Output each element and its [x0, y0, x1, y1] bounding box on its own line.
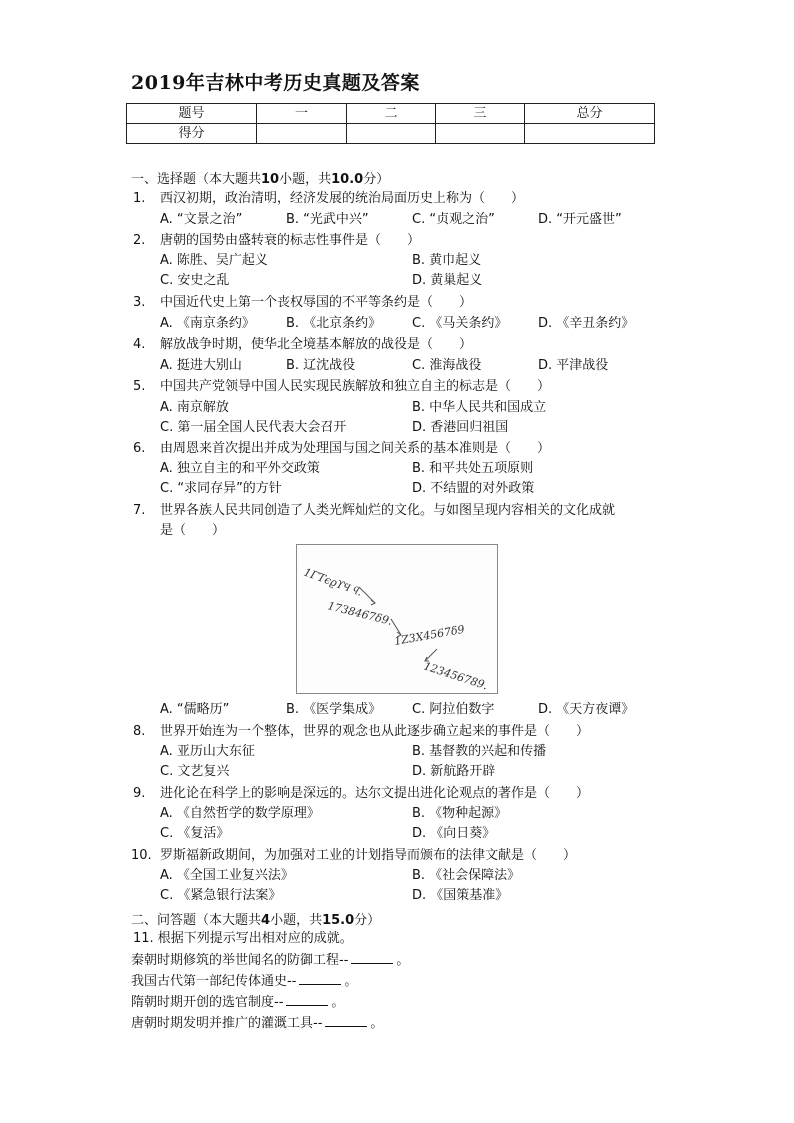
option: A. “儒略历”: [160, 702, 230, 717]
option: B. 和平共处五项原则: [412, 461, 534, 476]
score-table: [126, 103, 655, 144]
option: A. “文景之治”: [160, 212, 243, 227]
section1-mid: 小题，共: [279, 172, 332, 187]
score-table-score-row: [127, 124, 655, 144]
question-text: 中国近代史上第一个丧权辱国的不平等条约是（ ）: [160, 295, 473, 310]
option: B. 基督教的兴起和传播: [412, 744, 547, 759]
section1-suffix: 分）: [363, 172, 390, 187]
question-number: 1.: [133, 191, 146, 206]
option: D. 平津战役: [538, 358, 609, 373]
question-number: 3.: [133, 295, 146, 310]
option: C. 《复活》: [160, 826, 230, 841]
option: D. 黄巢起义: [412, 273, 483, 288]
question-number: 6.: [133, 441, 146, 456]
option: C. “贞观之治”: [412, 212, 495, 227]
fill-in-line: [131, 952, 409, 969]
option: D. 《向日葵》: [412, 826, 496, 841]
fill-in-prompt: 秦朝时期修筑的举世闻名的防御工程--: [131, 953, 349, 968]
question-text-continued: 是（ ）: [160, 523, 226, 538]
question-text: 世界开始连为一个整体，世界的观念也从此逐步确立起来的事件是（ ）: [160, 724, 590, 739]
question-number: 8.: [133, 724, 146, 739]
option: B. “光武中兴”: [286, 212, 369, 227]
score-header-cell: 总分: [525, 104, 655, 124]
option: C. 文艺复兴: [160, 764, 230, 779]
score-cell: [525, 124, 655, 144]
option: B. 黄巾起义: [412, 253, 482, 268]
arrow-3: [425, 649, 437, 661]
option: B. 《北京条约》: [286, 316, 382, 331]
question-text: 中国共产党领导中国人民实现民族解放和独立自主的标志是（ ）: [160, 379, 551, 394]
fill-in-line: [131, 973, 357, 990]
option: C. “求同存异”的方针: [160, 481, 282, 496]
fill-in-end: 。: [331, 995, 345, 1010]
option: D. 新航路开辟: [412, 764, 496, 779]
arrow-2: [391, 619, 401, 635]
fill-in-prompt: 唐朝时期发明并推广的灌溉工具--: [131, 1016, 323, 1031]
numeral-row-4: 123456789.: [422, 659, 490, 693]
option: D. 《天方夜谭》: [538, 702, 635, 717]
score-header-cell: 一: [257, 104, 347, 124]
section2-points: 15.0: [322, 913, 355, 928]
question-11-stem: 11. 根据下列提示写出相对应的成就。: [133, 931, 353, 946]
fill-in-end: 。: [396, 953, 410, 968]
question-text: 解放战争时期，使华北全境基本解放的战役是（ ）: [160, 337, 473, 352]
option: D. 《国策基准》: [412, 888, 509, 903]
score-header-cell: 题号: [127, 104, 257, 124]
fill-in-prompt: 我国古代第一部纪传体通史--: [131, 974, 297, 989]
question-text: 西汉初期，政治清明，经济发展的统治局面历史上称为（ ）: [160, 191, 525, 206]
option: C. 淮海战役: [412, 358, 482, 373]
option: C. 阿拉伯数字: [412, 702, 495, 717]
numeral-row-2: 1738467δ9.: [326, 599, 394, 628]
score-row-label: 得分: [127, 124, 257, 144]
fill-in-end: 。: [370, 1016, 384, 1031]
option: B. 中华人民共和国成立: [412, 400, 547, 415]
option: C. 《紧急银行法案》: [160, 888, 282, 903]
option: A. 亚历山大东征: [160, 744, 255, 759]
option: C. 第一届全国人民代表大会召开: [160, 420, 347, 435]
numerals-evolution-image: [296, 544, 498, 694]
question-number: 9.: [133, 786, 146, 801]
question-number: 2.: [133, 233, 146, 248]
section2-suffix: 分）: [354, 913, 381, 928]
section2-count: 4: [261, 913, 271, 928]
answer-blank[interactable]: [299, 973, 341, 985]
score-cell: [436, 124, 525, 144]
question-text: 由周恩来首次提出并成为处理国与国之间关系的基本准则是（ ）: [160, 441, 551, 456]
option: A. 独立自主的和平外交政策: [160, 461, 320, 476]
question-text: 唐朝的国势由盛转衰的标志性事件是（ ）: [160, 233, 421, 248]
option: D. 香港回归祖国: [412, 420, 509, 435]
option: B. 《物种起源》: [412, 806, 508, 821]
question-number: 7.: [133, 503, 146, 518]
answer-blank[interactable]: [351, 952, 393, 964]
option: B. 《医学集成》: [286, 702, 382, 717]
score-table-header-row: [127, 104, 655, 124]
score-cell: [257, 124, 347, 144]
option: A. 南京解放: [160, 400, 229, 415]
question-number: 4.: [133, 337, 146, 352]
section1-prefix: 一、选择题（本大题共: [131, 172, 262, 187]
question-text: 世界各族人民共同创造了人类光辉灿烂的文化。与如图呈现内容相关的文化成就: [160, 503, 616, 518]
numeral-row-3: 1Ζ3Χ4567δ9: [393, 622, 466, 648]
numerals-evolution-figure: [297, 545, 497, 693]
fill-in-line: [131, 994, 344, 1011]
option: A. 挺进大别山: [160, 358, 242, 373]
question-text: 进化论在科学上的影响是深远的。达尔文提出进化论观点的著作是（ ）: [160, 786, 590, 801]
option: A. 《自然哲学的数学原理》: [160, 806, 320, 821]
option: A. 《南京条约》: [160, 316, 255, 331]
arrows: [359, 587, 437, 661]
question-number: 10.: [131, 848, 152, 863]
section1-points: 10.0: [331, 172, 364, 187]
score-header-cell: 二: [347, 104, 436, 124]
section2-mid: 小题，共: [270, 913, 323, 928]
option: B. 辽沈战役: [286, 358, 356, 373]
option: B. 《社会保障法》: [412, 868, 521, 883]
section2-heading: [131, 909, 380, 928]
question-text: 罗斯福新政期间，为加强对工业的计划指导而颁布的法律文献是（ ）: [160, 848, 577, 863]
section1-count: 10: [261, 172, 280, 187]
section2-prefix: 二、问答题（本大题共: [131, 913, 262, 928]
fill-in-prompt: 隋朝时期开创的选官制度--: [131, 995, 284, 1010]
score-header-cell: 三: [436, 104, 525, 124]
option: A. 《全国工业复兴法》: [160, 868, 294, 883]
answer-blank[interactable]: [286, 994, 328, 1006]
option: C. 《马关条约》: [412, 316, 508, 331]
numeral-row-1: 1ΓΤϵϱϒϤ ϥ.: [301, 565, 364, 599]
option: D. “开元盛世”: [538, 212, 622, 227]
page-title: 2019年吉林中考历史真题及答案: [131, 72, 420, 94]
question-number: 5.: [133, 379, 146, 394]
option: D. 《辛丑条约》: [538, 316, 635, 331]
section1-heading: [131, 168, 389, 187]
option: A. 陈胜、吴广起义: [160, 253, 268, 268]
fill-in-line: [131, 1015, 383, 1032]
score-cell: [347, 124, 436, 144]
option: D. 不结盟的对外政策: [412, 481, 535, 496]
fill-in-end: 。: [344, 974, 358, 989]
option: C. 安史之乱: [160, 273, 230, 288]
answer-blank[interactable]: [325, 1015, 367, 1027]
